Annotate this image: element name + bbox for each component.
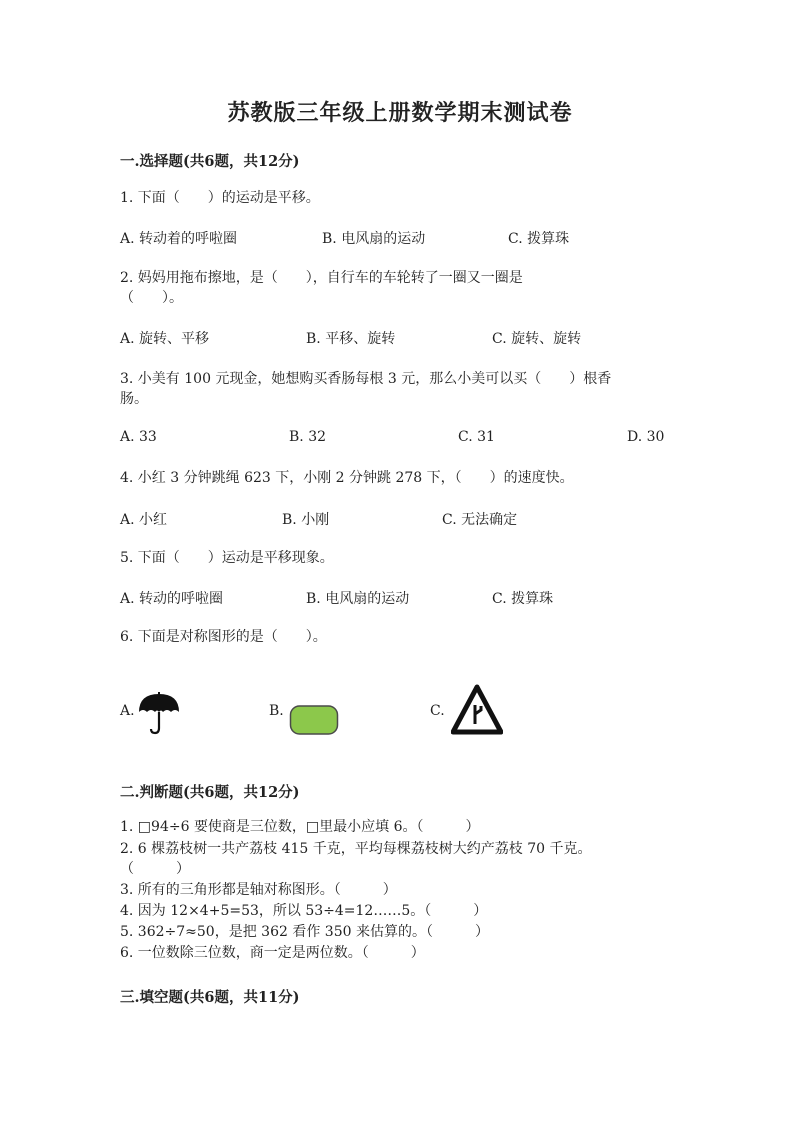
question-3-option-a: A. 33: [120, 429, 157, 445]
question-3-stem-line-1: 3. 小美有 100 元现金，她想购买香肠每根 3 元，那么小美可以买（ ）根香: [120, 371, 612, 387]
question-3-option-d: D. 30: [627, 429, 665, 445]
question-4-stem: 4. 小红 3 分钟跳绳 623 下，小刚 2 分钟跳 278 下，（ ）的速度快。: [120, 470, 574, 486]
question-2-stem-line-2: （ ）。: [120, 290, 183, 306]
question-5-option-a: A. 转动的呼啦圈: [120, 591, 224, 607]
page-title: 苏教版三年级上册数学期末测试卷: [227, 100, 573, 126]
umbrella-icon: [136, 690, 182, 736]
question-3-option-c: C. 31: [458, 429, 495, 445]
judge-item-1: 1. □94÷6 要使商是三位数，□里最小应填 6。（ ）: [120, 819, 480, 835]
question-4-option-a: A. 小红: [120, 512, 168, 528]
question-1-option-c: C. 拨算珠: [508, 231, 570, 247]
question-2-option-a: A. 旋转、平移: [120, 331, 210, 347]
section-heading-choice: 一.选择题(共6题，共12分): [120, 153, 300, 170]
green-rounded-rectangle: [289, 704, 339, 736]
judge-item-5: 5. 362÷7≈50，是把 362 看作 350 来估算的。（ ）: [120, 924, 489, 940]
question-3-option-b: B. 32: [289, 429, 327, 445]
question-5-stem: 5. 下面（ ）运动是平移现象。: [120, 550, 334, 566]
question-6-option-b-label: B.: [269, 703, 284, 719]
judge-item-4: 4. 因为 12×4+5=53，所以 53÷4=12……5。（ ）: [120, 903, 488, 919]
question-5-option-c: C. 拨算珠: [492, 591, 554, 607]
section-heading-judge: 二.判断题(共6题，共12分): [120, 784, 300, 801]
question-4-option-c: C. 无法确定: [442, 512, 518, 528]
question-1-option-a: A. 转动着的呼啦圈: [120, 231, 238, 247]
section-heading-fill: 三.填空题(共6题，共11分): [120, 989, 300, 1006]
judge-item-2-line-2: （ ）: [120, 861, 190, 877]
question-6-option-a-label: A.: [120, 703, 135, 719]
question-3-stem-line-2: 肠。: [120, 391, 148, 407]
question-5-option-b: B. 电风扇的运动: [306, 591, 410, 607]
question-2-stem-line-1: 2. 妈妈用拖布擦地，是（ ），自行车的车轮转了一圈又一圈是: [120, 270, 523, 286]
judge-item-6: 6. 一位数除三位数，商一定是两位数。（ ）: [120, 945, 425, 961]
question-2-option-c: C. 旋转、旋转: [492, 331, 582, 347]
question-1-option-b: B. 电风扇的运动: [322, 231, 426, 247]
question-2-option-b: B. 平移、旋转: [306, 331, 396, 347]
question-6-stem: 6. 下面是对称图形的是（ ）。: [120, 629, 327, 645]
question-4-option-b: B. 小刚: [282, 512, 330, 528]
judge-item-2-line-1: 2. 6 棵荔枝树一共产荔枝 415 千克，平均每棵荔枝树大约产荔枝 70 千克。: [120, 841, 592, 857]
question-1-stem: 1. 下面（ ）的运动是平移。: [120, 190, 320, 206]
warning-triangle-sign-icon: [451, 684, 503, 736]
question-6-option-c-label: C.: [430, 703, 445, 719]
judge-item-3: 3. 所有的三角形都是轴对称图形。（ ）: [120, 882, 397, 898]
